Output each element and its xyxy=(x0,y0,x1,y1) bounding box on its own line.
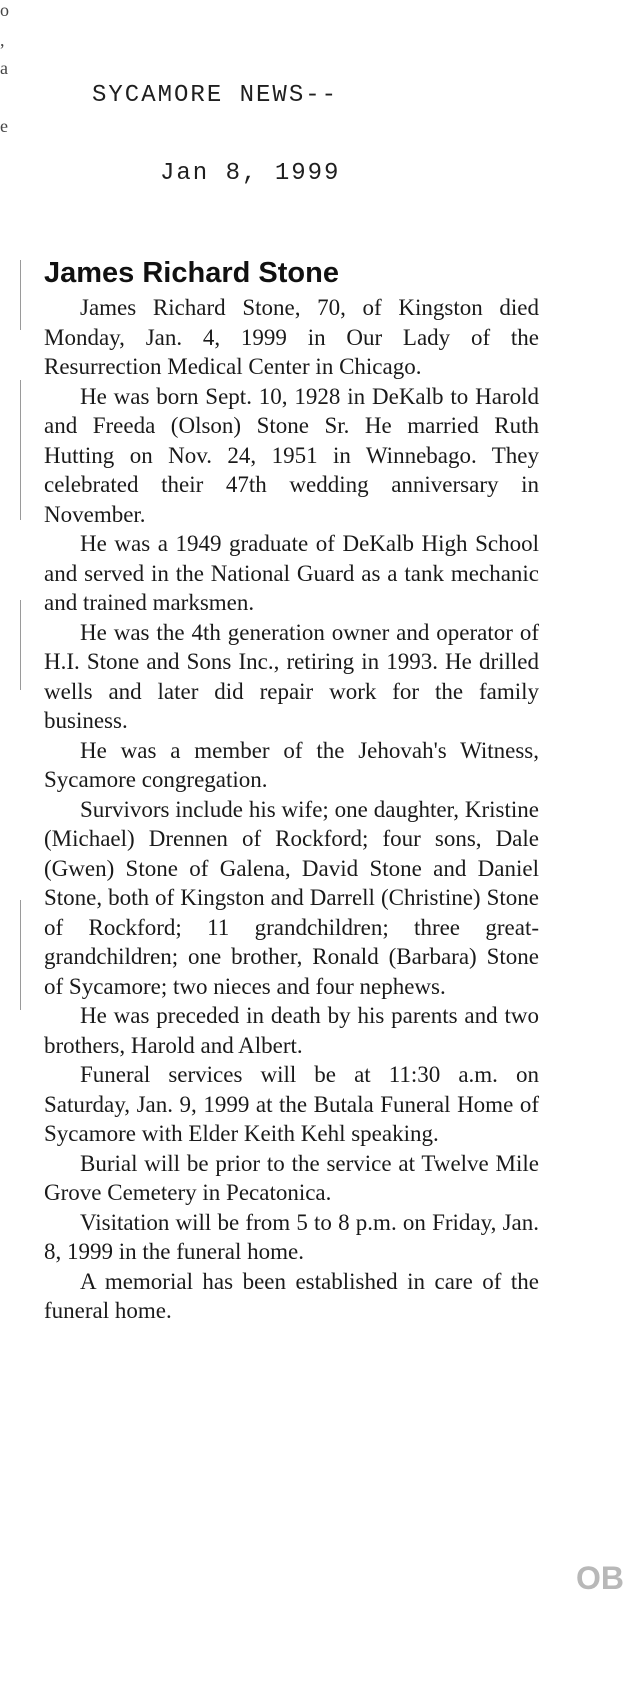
obituary-name: James Richard Stone xyxy=(44,257,339,289)
newspaper-source: SYCAMORE NEWS-- xyxy=(92,82,339,109)
margin-fragment-3: a xyxy=(0,58,8,78)
clip-edge-line-4 xyxy=(20,900,21,1010)
paragraph-birth-marriage: He was born Sept. 10, 1928 in DeKalb to Harold and Freeda (Olson) Stone Sr. He married Ruth Hutting on Nov. 24, 1951 in Winnebago. They celebrated their 47th wedding anniversary in November. xyxy=(44,383,539,527)
clip-edge-line-2 xyxy=(20,380,21,520)
paragraph-preceded: He was preceded in death by his parents and two brothers, Harold and Albert. xyxy=(44,1003,539,1058)
paragraph-education-service: He was a 1949 graduate of DeKalb High School and served in the National Guard as a tank mechanic and trained marksmen. xyxy=(44,531,539,615)
paragraph-memorial: A memorial has been established in care of the funeral home. xyxy=(44,1268,539,1323)
paragraph-career: He was the 4th generation owner and operator of H.I. Stone and Sons Inc., retiring in 1993. He drilled wells and later did repair work for the family business. xyxy=(44,619,539,733)
clip-edge-line-1 xyxy=(20,260,21,330)
clipping-date: Jan 8, 1999 xyxy=(160,160,341,187)
margin-fragment-4: e xyxy=(0,116,8,136)
paragraph-burial: Burial will be prior to the service at Twelve Mile Grove Cemetery in Pecatonica. xyxy=(44,1150,539,1205)
clip-edge-line-3 xyxy=(20,600,21,690)
paragraph-survivors: Survivors include his wife; one daughter, Kristine (Michael) Drennen of Rockford; four sons, Dale (Gwen) Stone of Galena, David Stone and Daniel Stone, both of Kingston and Darrell (Christine) Stone of Rockford; 11 grandchildren; three great-grandchildren; one brother, Ronald (Barbara) Stone of Sycamore; two nieces and four nephews. xyxy=(44,796,539,999)
margin-fragment-1: o xyxy=(0,0,9,20)
paragraph-funeral: Funeral services will be at 11:30 a.m. on Saturday, Jan. 9, 1999 at the Butala Funeral Home of Sycamore with Elder Keith Kehl speaking. xyxy=(44,1062,539,1146)
paragraph-visitation: Visitation will be from 5 to 8 p.m. on Friday, Jan. 8, 1999 in the funeral home. xyxy=(44,1209,539,1264)
adjacent-heading-fragment: OB xyxy=(576,1560,624,1596)
paragraph-death: James Richard Stone, 70, of Kingston died Monday, Jan. 4, 1999 in Our Lady of the Resurrection Medical Center in Chicago. xyxy=(44,295,539,379)
obituary-clipping xyxy=(44,256,539,1326)
obituary-body xyxy=(44,293,539,1326)
paragraph-religion: He was a member of the Jehovah's Witness, Sycamore congregation. xyxy=(44,737,539,792)
margin-fragment-2: , xyxy=(0,30,5,50)
